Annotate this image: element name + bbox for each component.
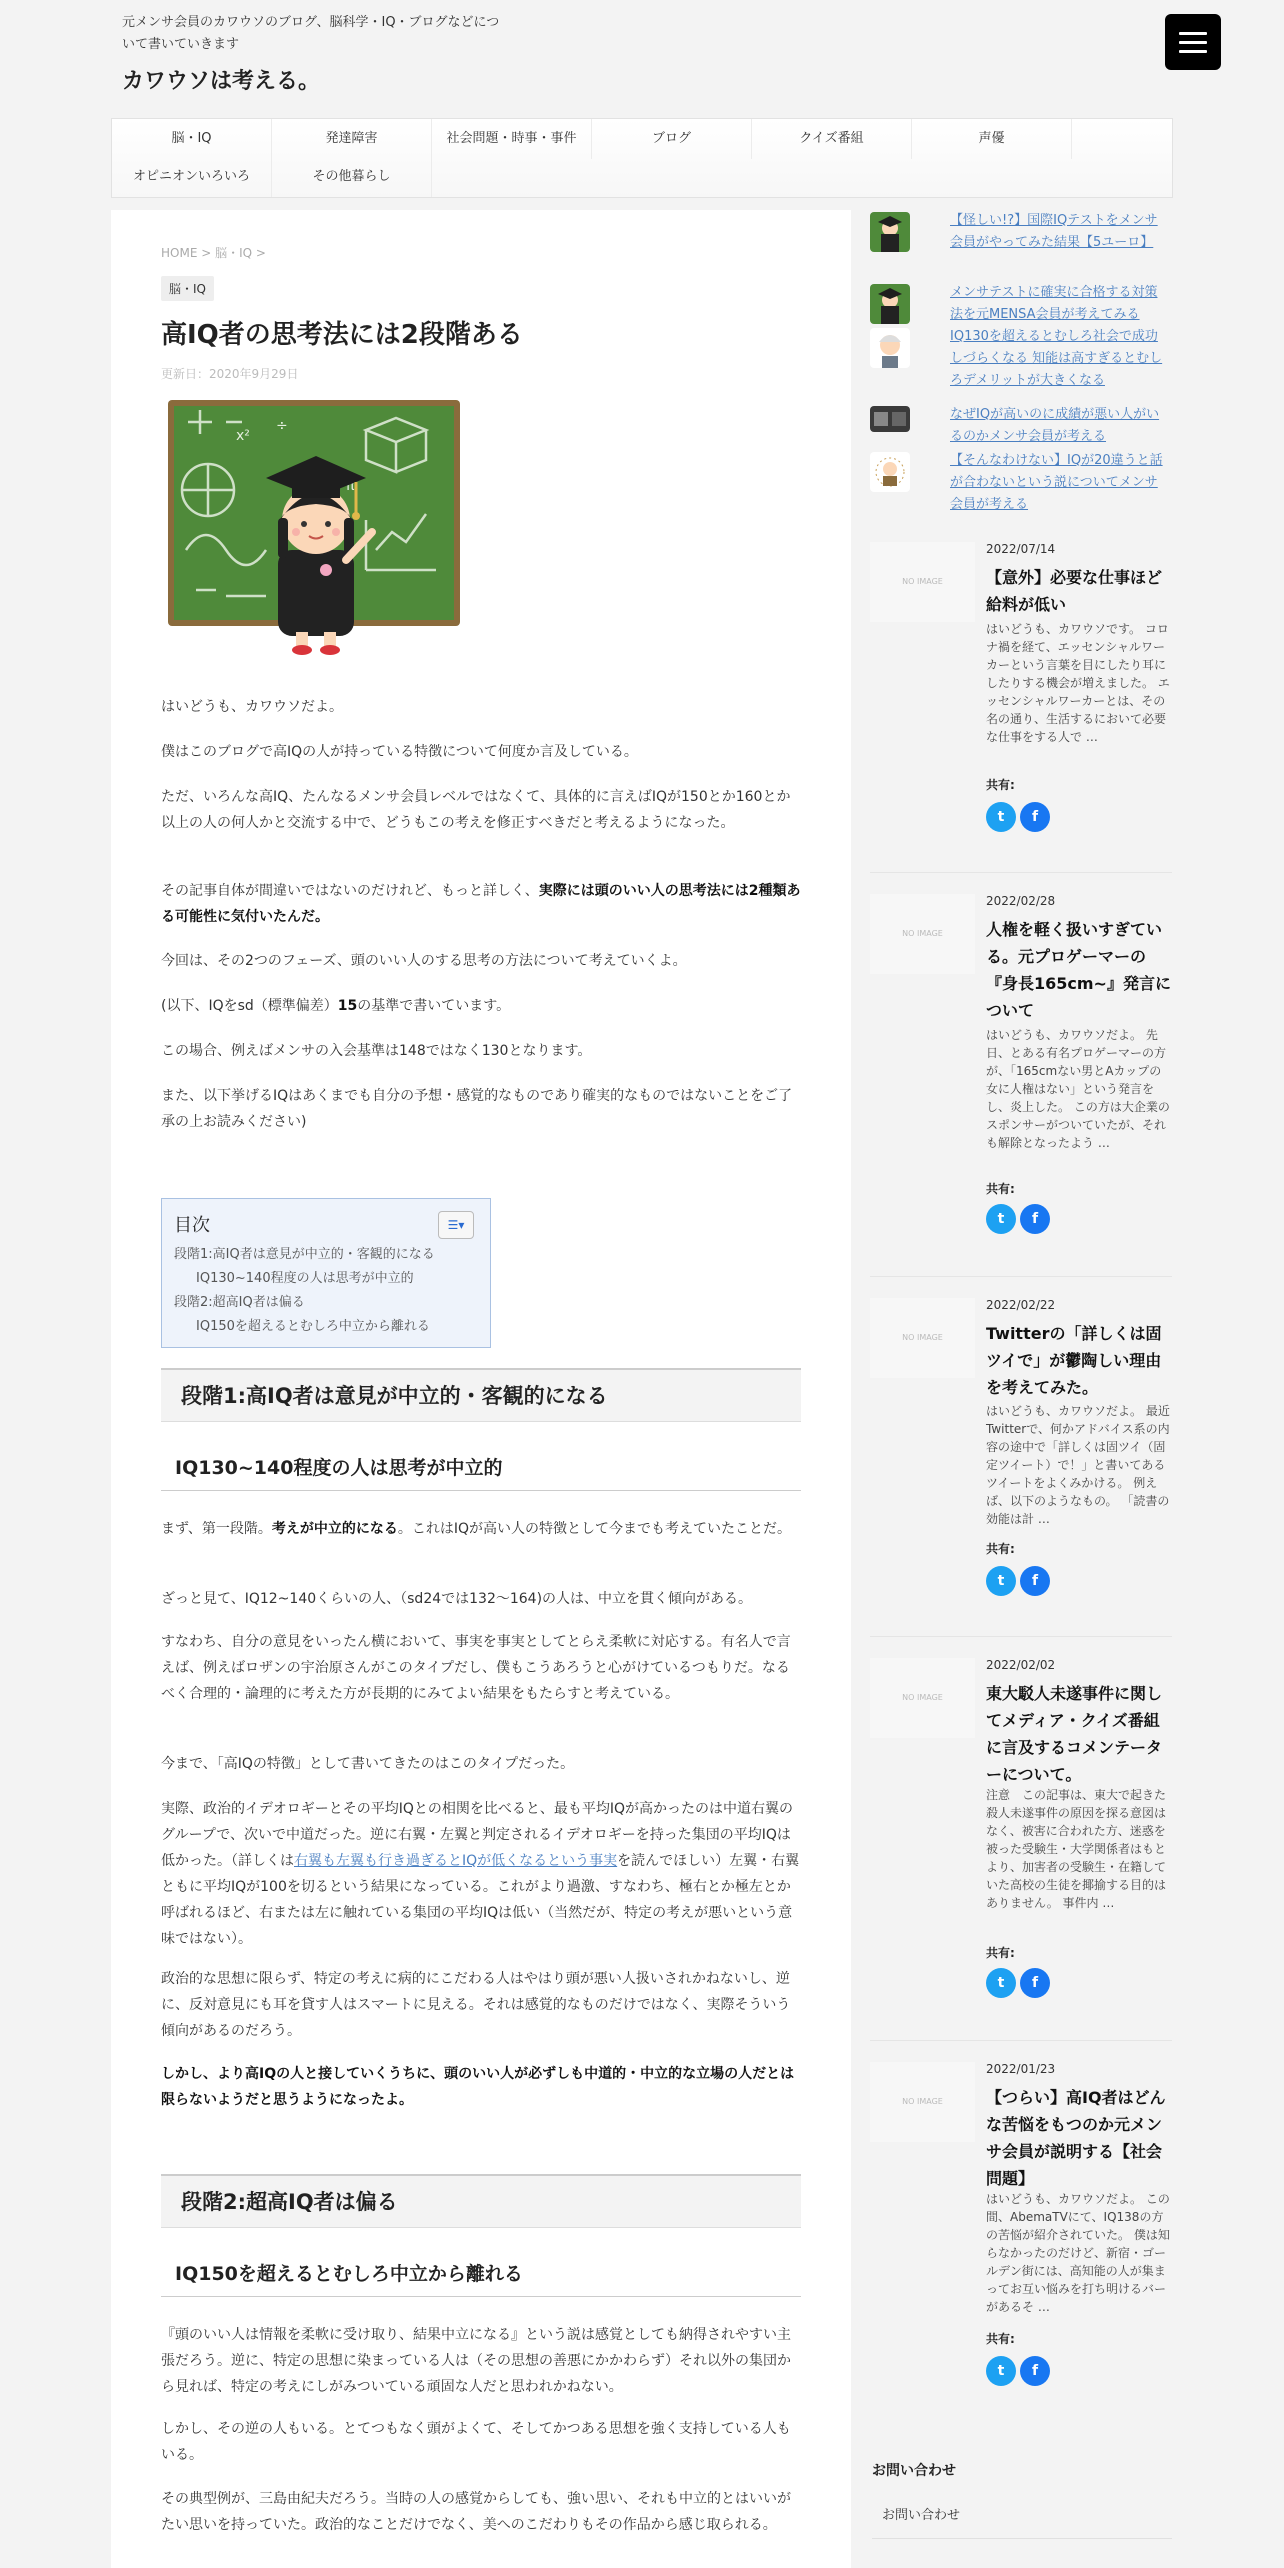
facebook-icon: f — [1031, 1573, 1039, 1589]
facebook-icon: f — [1031, 809, 1039, 825]
recent-post-card — [870, 1658, 1172, 2018]
recent-post-card — [870, 894, 1172, 1234]
card-divider — [870, 1636, 1172, 1637]
no-image-thumbnail[interactable]: NO IMAGE — [870, 542, 975, 622]
no-image-thumbnail[interactable]: NO IMAGE — [870, 1658, 975, 1738]
paragraph-text: まず、第一段階。 — [161, 1521, 272, 1537]
paragraph: 今回は、その2つのフェーズ、頭のいい人のする思考の方法について考えていくよ。 — [161, 953, 687, 969]
twitter-share-button[interactable] — [986, 1204, 1016, 1234]
recent-post-title[interactable]: Twitterの「詳しくは固ツイで」が鬱陶しい理由を考えてみた。 — [986, 1324, 1162, 1397]
no-image-thumbnail[interactable]: NO IMAGE — [870, 2062, 975, 2142]
svg-text:π: π — [346, 478, 355, 494]
no-image-thumbnail[interactable]: NO IMAGE — [870, 894, 975, 974]
paragraph-text: を読んでほしい）左翼・右翼ともに平均IQが100を切るという結果になっている。これがより過激、すなわち、極右とか極左とか呼ばれるほど、右または左に触れている集団の平均IQは低い（当然だが、特定の考えが悪いという意味ではない）。 — [161, 1853, 800, 1947]
paragraph — [161, 2061, 801, 2113]
nav-item-brain-iq[interactable]: 脳・IQ — [112, 119, 272, 159]
twitter-share-button[interactable] — [986, 2356, 1016, 2386]
list-icon: ☰▾ — [447, 1218, 465, 1232]
paragraph-emphasis: 15 — [337, 998, 358, 1014]
paragraph: 今まで、「高IQの特徴」として書いてきたのはこのタイプだった。 — [161, 1756, 575, 1772]
nav-item-quiz[interactable]: クイズ番組 — [752, 119, 912, 159]
paragraph-emphasis: 考えが中立的になる — [271, 1521, 398, 1537]
post-thumbnail[interactable] — [870, 406, 910, 432]
recent-post-title[interactable]: 人権を軽く扱いすぎている。元プロゲーマーの『身長165cm~』発言について — [986, 920, 1171, 1020]
toc-item[interactable]: 段階1:高IQ者は意見が中立的・客観的になる — [174, 1247, 435, 1262]
facebook-share-button[interactable] — [1020, 2356, 1050, 2386]
paragraph-text: 。これはIQが高い人の特徴として今までも考えていたことだ。 — [397, 1521, 792, 1537]
no-image-thumbnail[interactable]: NO IMAGE — [870, 1298, 975, 1378]
nav-item-developmental[interactable]: 発達障害 — [272, 119, 432, 159]
post-thumbnail[interactable] — [870, 284, 910, 324]
paragraph: その典型例が、三島由紀夫だろう。当時の人の感覚からしても、強い思い、それも中立的とはいいがたい思いを持っていた。政治的なことだけでなく、美へのこだわりもその作品から感じ取られる。 — [161, 2491, 791, 2533]
post-thumbnail[interactable] — [870, 328, 910, 368]
section-heading: 段階2:超高IQ者は偏る — [161, 2174, 801, 2228]
post-date: 2022/02/22 — [986, 1298, 1056, 1312]
post-date: 更新日：2020年9月29日 — [161, 367, 299, 381]
subsection-heading: IQ130~140程度の人は思考が中立的 — [161, 1445, 801, 1491]
facebook-icon: f — [1031, 1211, 1039, 1227]
paragraph-text: 実際、政治的イデオロギーとその平均IQとの相関を比べると、最も平均IQが高かったのは中道右翼のグループで、次いで中道だった。逆に右翼・左翼と判定されるイデオロギーを持った集団の平均IQは低かった。（詳しくは — [161, 1801, 794, 1869]
post-date: 2022/02/02 — [986, 1658, 1056, 1672]
twitter-share-button[interactable] — [986, 1566, 1016, 1596]
share-label: 共有: — [986, 1946, 1015, 1960]
recent-post-title[interactable]: 【つらい】高IQ者はどんな苦悩をもつのか元メンサ会員が説明する【社会問題】 — [986, 2088, 1166, 2188]
popular-post-link[interactable]: 【怪しい!?】国際IQテストをメンサ会員がやってみた結果【5ユーロ】 — [950, 213, 1158, 250]
twitter-icon: t — [997, 1975, 1005, 1991]
breadcrumb[interactable]: HOME > 脳・IQ > — [161, 246, 266, 260]
paragraph-text: (以下、IQをsd（標準偏差） — [161, 998, 338, 1014]
facebook-share-button[interactable] — [1020, 1204, 1050, 1234]
post-date: 2022/01/23 — [986, 2062, 1056, 2076]
toc-toggle-button[interactable] — [438, 1211, 474, 1239]
facebook-icon: f — [1031, 2363, 1039, 2379]
nav-item-social[interactable]: 社会問題・時事・事件 — [432, 119, 592, 159]
twitter-icon: t — [997, 1211, 1005, 1227]
hamburger-icon — [1179, 50, 1207, 53]
paragraph — [161, 878, 801, 930]
paragraph: この場合、例えばメンサの入会基準は148ではなく130となります。 — [161, 1043, 592, 1059]
post-thumbnail[interactable] — [870, 452, 910, 492]
post-thumbnail[interactable] — [870, 212, 910, 252]
recent-post-card — [870, 2062, 1172, 2402]
contact-link[interactable]: お問い合わせ — [882, 2508, 961, 2523]
nav-item-other[interactable]: その他暮らし — [272, 157, 432, 197]
paragraph: 僕はこのブログで高IQの人が持っている特徴について何度か言及している。 — [161, 744, 638, 760]
eyecatch-illustration — [166, 400, 466, 660]
hamburger-icon — [1179, 32, 1207, 35]
card-divider — [870, 872, 1172, 873]
nav-item-opinion[interactable]: オピニオンいろいろ — [112, 157, 272, 197]
popular-posts — [870, 404, 1170, 554]
paragraph: ざっと見て、IQ12~140くらいの人、（sd24では132～164)の人は、中立を貫く傾向がある。 — [161, 1591, 753, 1607]
facebook-icon: f — [1031, 1975, 1039, 1991]
post-title: 高IQ者の思考法には2段階ある — [161, 320, 523, 350]
site-title[interactable]: カワウソは考える。 — [122, 69, 321, 94]
recent-post-card — [870, 542, 1172, 842]
section-heading: 段階1:高IQ者は意見が中立的・客観的になる — [161, 1368, 801, 1422]
recent-post-title[interactable]: 【意外】必要な仕事ほど給料が低い — [986, 568, 1163, 614]
contact-heading: お問い合わせ — [872, 2463, 956, 2479]
subsection-heading: IQ150を超えるとむしろ中立から離れる — [161, 2251, 801, 2297]
twitter-icon: t — [997, 2363, 1005, 2379]
post-excerpt: はいどうも、カワウソです。 コロナ禍を経て、エッセンシャルワーカーという言葉を目にしたり耳にしたりする機会が増えました。 エッセンシャルワーカーとは、その名の通り、生活するにおいて必要な仕事をする人で … — [986, 622, 1170, 744]
facebook-share-button[interactable] — [1020, 1566, 1050, 1596]
svg-text:÷: ÷ — [276, 418, 288, 434]
post-excerpt: はいどうも、カワウソだよ。 最近Twitterで、何かアドバイス系の内容の途中で「詳しくは固ツイ（固定ツイート）で！」と書いてあるツイートをよくみかける。 例えば、以下のようなもの。 「読書の効能は計 … — [986, 1404, 1170, 1526]
post-excerpt: はいどうも、カワウソだよ。 先日、とある有名プロゲーマーの方が、「165cmない男とAカップの女に人権はない」という発言をし、炎上した。 この方は大企業のスポンサーがついていたが、それも解除となったよう … — [986, 1028, 1170, 1150]
table-of-contents — [161, 1198, 491, 1348]
toc-item[interactable]: IQ150を超えるとむしろ中立から離れる — [196, 1319, 430, 1334]
toc-item[interactable]: 段階2:超高IQ者は偏る — [174, 1295, 305, 1310]
paragraph — [161, 1516, 801, 1542]
twitter-share-button[interactable] — [986, 1968, 1016, 1998]
paragraph-emphasis: しかし、より高IQの人と接していくうちに、頭のいい人が必ずしも中道的・中立的な立場の人だとは限らないようだと思うようになったよ。 — [161, 2066, 795, 2108]
toc-title: 目次 — [174, 1215, 210, 1236]
paragraph: しかし、その逆の人もいる。とてつもなく頭がよくて、そしてかつある思想を強く支持している人もいる。 — [161, 2421, 791, 2463]
popular-post-link[interactable]: IQ130を超えるとむしろ社会で成功しづらくなる 知能は高すぎるとむしろデメリットが大きくなる — [950, 329, 1163, 388]
hamburger-menu-button[interactable] — [1165, 14, 1221, 70]
card-divider — [870, 2040, 1172, 2041]
twitter-icon: t — [997, 1573, 1005, 1589]
paragraph: 『頭のいい人は情報を柔軟に受け取り、結果中立になる』という説は感覚としても納得されやすい主張だろう。逆に、特定の思想に染まっている人は（その思想の善悪にかかわらず）それ以外の集団から見れば、特定の考えにしがみついている頑固な人だと思われかねない。 — [161, 2327, 791, 2395]
recent-post-title[interactable]: 東大駁人未遂事件に関してメディア・クイズ番組に言及するコメンテーターについて。 — [986, 1684, 1163, 1784]
article — [111, 210, 851, 2568]
hamburger-icon — [1179, 41, 1207, 44]
inline-article-link[interactable]: 右翼も左翼も行き過ぎるとIQが低くなるという事実 — [294, 1853, 618, 1869]
paragraph — [161, 1796, 801, 1952]
paragraph: すなわち、自分の意見をいったん横において、事実を事実としてとらえ柔軟に対応する。有名人で言えば、例えばロザンの宇治原さんがこのタイプだし、僕もこうあろうと心がけているつもりだ。なるべく合理的・論理的に考えた方が長期的にみてよい結果をもたらすと考えている。 — [161, 1634, 791, 1702]
global-nav — [111, 118, 1173, 198]
paragraph: 政治的な思想に限らず、特定の考えに病的にこだわる人はやはり頭が悪い人扱いされかねないし、逆に、反対意見にも耳を貸す人はスマートに見える。それは感覚的なものだけではなく、実際そういう傾向があるのだろう。 — [161, 1971, 791, 2039]
card-divider — [870, 1276, 1172, 1277]
popular-post-link[interactable]: なぜIQが高いのに成績が悪い人がいるのかメンサ会員が考える — [950, 407, 1160, 444]
share-label: 共有: — [986, 1542, 1015, 1556]
post-excerpt: 注意 この記事は、東大で起きた殺人未遂事件の原因を探る意図はなく、被害に合われた方、迷惑を被った受験生・大学関係者はもとより、加害者の受験生・在籍していた高校の生徒を揶揄する目的はありません。 事件内 … — [986, 1788, 1167, 1910]
svg-text:x²: x² — [236, 428, 250, 444]
facebook-share-button[interactable] — [1020, 1968, 1050, 1998]
popular-post-link[interactable]: 【そんなわけない】IQが20違うと話が合わないという説についてメンサ会員が考える — [950, 453, 1163, 512]
post-date: 2022/07/14 — [986, 542, 1056, 556]
paragraph-text: の基準で書いています。 — [357, 998, 511, 1014]
twitter-icon: t — [997, 809, 1005, 825]
paragraph: また、以下挙げるIQはあくまでも自分の予想・感覚的なものであり確実的なものではないことをご了承の上お読みください) — [161, 1088, 793, 1130]
site-tagline: 元メンサ会員のカワウソのブログ、脳科学・IQ・ブログなどについて書いていきます — [122, 15, 500, 52]
share-label: 共有: — [986, 2332, 1015, 2346]
nav-item-blog[interactable]: ブログ — [592, 119, 752, 159]
share-label: 共有: — [986, 778, 1015, 792]
paragraph-emphasis: 実際には頭のいい人の思考法には2種類ある可能性に気付いたんだ。 — [161, 883, 801, 925]
popular-post-link[interactable]: メンサテストに確実に合格する対策法を元MENSA会員が考えてみる — [950, 285, 1158, 322]
post-excerpt: はいどうも、カワウソだよ。 この間、AbemaTVにて、IQ138の方の苦悩が紹介されていた。 僕は知らなかったのだけど、新宿・ゴールデン街には、高知能の人が集まってお互い悩みを打ち明けるバーがあるそ … — [986, 2192, 1170, 2314]
paragraph: ただ、いろんな高IQ、たんなるメンサ会員レベルではなくて、具体的に言えばIQが150とか160とか以上の人の何人かと交流する中で、どうもこの考えを修正すべきだと考えるようになった。 — [161, 789, 791, 831]
toc-item[interactable]: IQ130~140程度の人は思考が中立的 — [196, 1271, 414, 1286]
facebook-share-button[interactable] — [1020, 802, 1050, 832]
category-badge[interactable]: 脳・IQ — [161, 276, 214, 301]
recent-post-card — [870, 1298, 1172, 1618]
post-date: 2022/02/28 — [986, 894, 1056, 908]
contact-divider — [872, 2538, 1172, 2539]
popular-posts — [870, 210, 1170, 410]
twitter-share-button[interactable] — [986, 802, 1016, 832]
paragraph — [161, 993, 801, 1019]
site-header — [0, 0, 1284, 118]
paragraph: はいどうも、カワウソだよ。 — [161, 699, 343, 715]
share-label: 共有: — [986, 1182, 1015, 1196]
paragraph-text: その記事自体が間違いではないのだけれど、もっと詳しく、 — [161, 883, 539, 899]
nav-item-voice-actor[interactable]: 声優 — [912, 119, 1072, 159]
